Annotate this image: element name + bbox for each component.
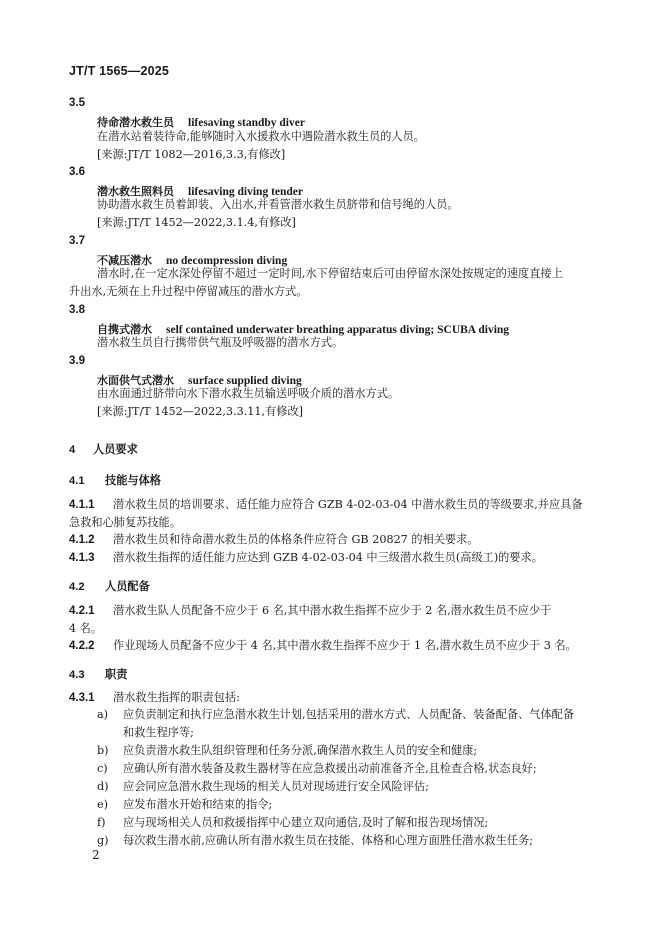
list-item <box>97 778 597 796</box>
section-number: 4.3 <box>69 669 85 681</box>
list-text: 应与现场相关人员和救援指挥中心建立双向通信,及时了解和报告现场情况; <box>123 816 489 829</box>
term-definition-cont: 升出水,无须在上升过程中停留减压的潜水方式。 <box>69 285 308 298</box>
list-text-cont: 和救生程序等; <box>123 726 194 739</box>
clause-text: 潜水救生指挥的职责包括: <box>113 691 240 704</box>
term-definition: 协助潜水救生员着卸装、入出水,并看管潜水救生员脐带和信号绳的人员。 <box>97 198 459 211</box>
clause-number: 4.1.3 <box>69 552 95 564</box>
term-number: 3.6 <box>69 166 85 178</box>
list-text: 应负责制定和执行应急潜水救生计划,包括采用的潜水方式、人员配备、装备配备、气体配备 <box>123 708 575 721</box>
term-definition: 潜水时,在一定水深处停留不超过一定时间,水下停留结束后可由停留水深处按规定的速度直接上 <box>97 267 563 280</box>
term-en: lifesaving diving tender <box>188 186 304 198</box>
list-marker: d) <box>97 780 109 793</box>
term-definition: 由水面通过脐带向水下潜水救生员输送呼吸介质的潜水方式。 <box>97 387 400 400</box>
section-heading <box>69 578 594 594</box>
chapter-heading <box>69 441 594 457</box>
list-item <box>97 742 597 760</box>
clause-number: 4.1.1 <box>69 499 95 511</box>
term-source: [来源:JT/T 1452—2022,3.3.11,有修改] <box>97 405 303 418</box>
list-item <box>97 796 597 814</box>
clause-number: 4.1.2 <box>69 534 95 546</box>
section-number: 4.1 <box>69 475 85 487</box>
clause-4-1-2 <box>69 531 594 549</box>
term-en: lifesaving standby diver <box>188 117 305 129</box>
clause-number: 4.3.1 <box>69 692 95 704</box>
page-number: 2 <box>92 848 100 862</box>
clause-text-cont: 急救和心肺复苏技能。 <box>69 516 181 529</box>
clause-text: 潜水救生指挥的适任能力应达到 GZB 4-02-03-04 中三级潜水救生员(高级工)的要求。 <box>113 551 543 564</box>
term-number: 3.8 <box>69 304 85 316</box>
list-marker: b) <box>97 744 109 757</box>
list-text: 应负责潜水救生队组织管理和任务分派,确保潜水救生人员的安全和健康; <box>123 744 478 757</box>
term-source: [来源:JT/T 1452—2022,3.1.4,有修改] <box>97 216 296 229</box>
clause-4-2-2 <box>69 637 594 655</box>
section-title: 技能与体格 <box>105 474 161 487</box>
term-en: no decompression diving <box>166 255 288 267</box>
term-en: surface supplied diving <box>188 375 302 387</box>
list-marker: f) <box>97 816 106 829</box>
list-marker: g) <box>97 834 109 847</box>
clause-number: 4.2.2 <box>69 640 95 652</box>
term-source: [来源:JT/T 1082—2016,3.3,有修改] <box>97 148 286 161</box>
list-marker: c) <box>97 762 108 775</box>
term-en: self contained underwater breathing apparatus diving; SCUBA diving <box>166 324 510 336</box>
clause-text: 潜水救生员的培训要求、适任能力应符合 GZB 4-02-03-04 中潜水救生员的等级要求,并应具备 <box>113 498 583 511</box>
chapter-title: 人员要求 <box>93 443 138 456</box>
list-text: 应会同应急潜水救生现场的相关人员对现场进行安全风险评估; <box>123 780 429 793</box>
list-text: 应确认所有潜水装备及救生器材等在应急救援出动前准备齐全,且检查合格,状态良好; <box>123 762 537 775</box>
clause-4-1-1 <box>69 496 594 514</box>
clause-4-1-3 <box>69 549 594 567</box>
list-text: 应发布潜水开始和结束的指令; <box>123 798 273 811</box>
clause-text: 作业现场人员配备不应少于 4 名,其中潜水救生指挥不应少于 1 名,潜水救生员不应少于 3 名。 <box>113 639 577 652</box>
section-title: 职责 <box>105 668 128 681</box>
list-marker: e) <box>97 798 108 811</box>
section-title: 人员配备 <box>105 580 150 593</box>
term-cn: 自携式潜水 <box>97 323 152 336</box>
standard-code-header: JT/T 1565—2025 <box>69 64 170 78</box>
clause-number: 4.2.1 <box>69 605 95 617</box>
section-heading <box>69 472 594 488</box>
list-item <box>97 760 597 778</box>
term-number: 3.5 <box>69 97 85 109</box>
term-cn: 待命潜水救生员 <box>97 116 174 129</box>
list-item <box>97 706 597 742</box>
term-cn: 水面供气式潜水 <box>97 374 174 387</box>
section-heading <box>69 666 594 682</box>
term-number: 3.7 <box>69 235 85 247</box>
term-definition: 在潜水站着装待命,能够随时入水援救水中遇险潜水救生员的人员。 <box>97 130 425 143</box>
clause-text: 潜水救生队人员配备不应少于 6 名,其中潜水救生指挥不应少于 2 名,潜水救生员不应少于 <box>113 604 552 617</box>
term-cn: 潜水救生照料员 <box>97 185 174 198</box>
section-number: 4.2 <box>69 581 85 593</box>
clause-4-2-1 <box>69 602 594 620</box>
clause-text-cont: 4 名。 <box>69 622 103 635</box>
list-text: 每次救生潜水前,应确认所有潜水救生员在技能、体格和心理方面胜任潜水救生任务; <box>123 834 534 847</box>
term-cn: 不减压潜水 <box>97 254 152 267</box>
term-definition: 潜水救生员自行携带供气瓶及呼吸器的潜水方式。 <box>97 336 344 349</box>
clause-4-3-1 <box>69 689 594 707</box>
list-marker: a) <box>97 708 109 721</box>
chapter-number: 4 <box>69 444 76 456</box>
list-item <box>97 832 597 850</box>
clause-text: 潜水救生员和待命潜水救生员的体格条件应符合 GB 20827 的相关要求。 <box>113 533 479 546</box>
list-item <box>97 814 597 832</box>
term-number: 3.9 <box>69 355 85 367</box>
